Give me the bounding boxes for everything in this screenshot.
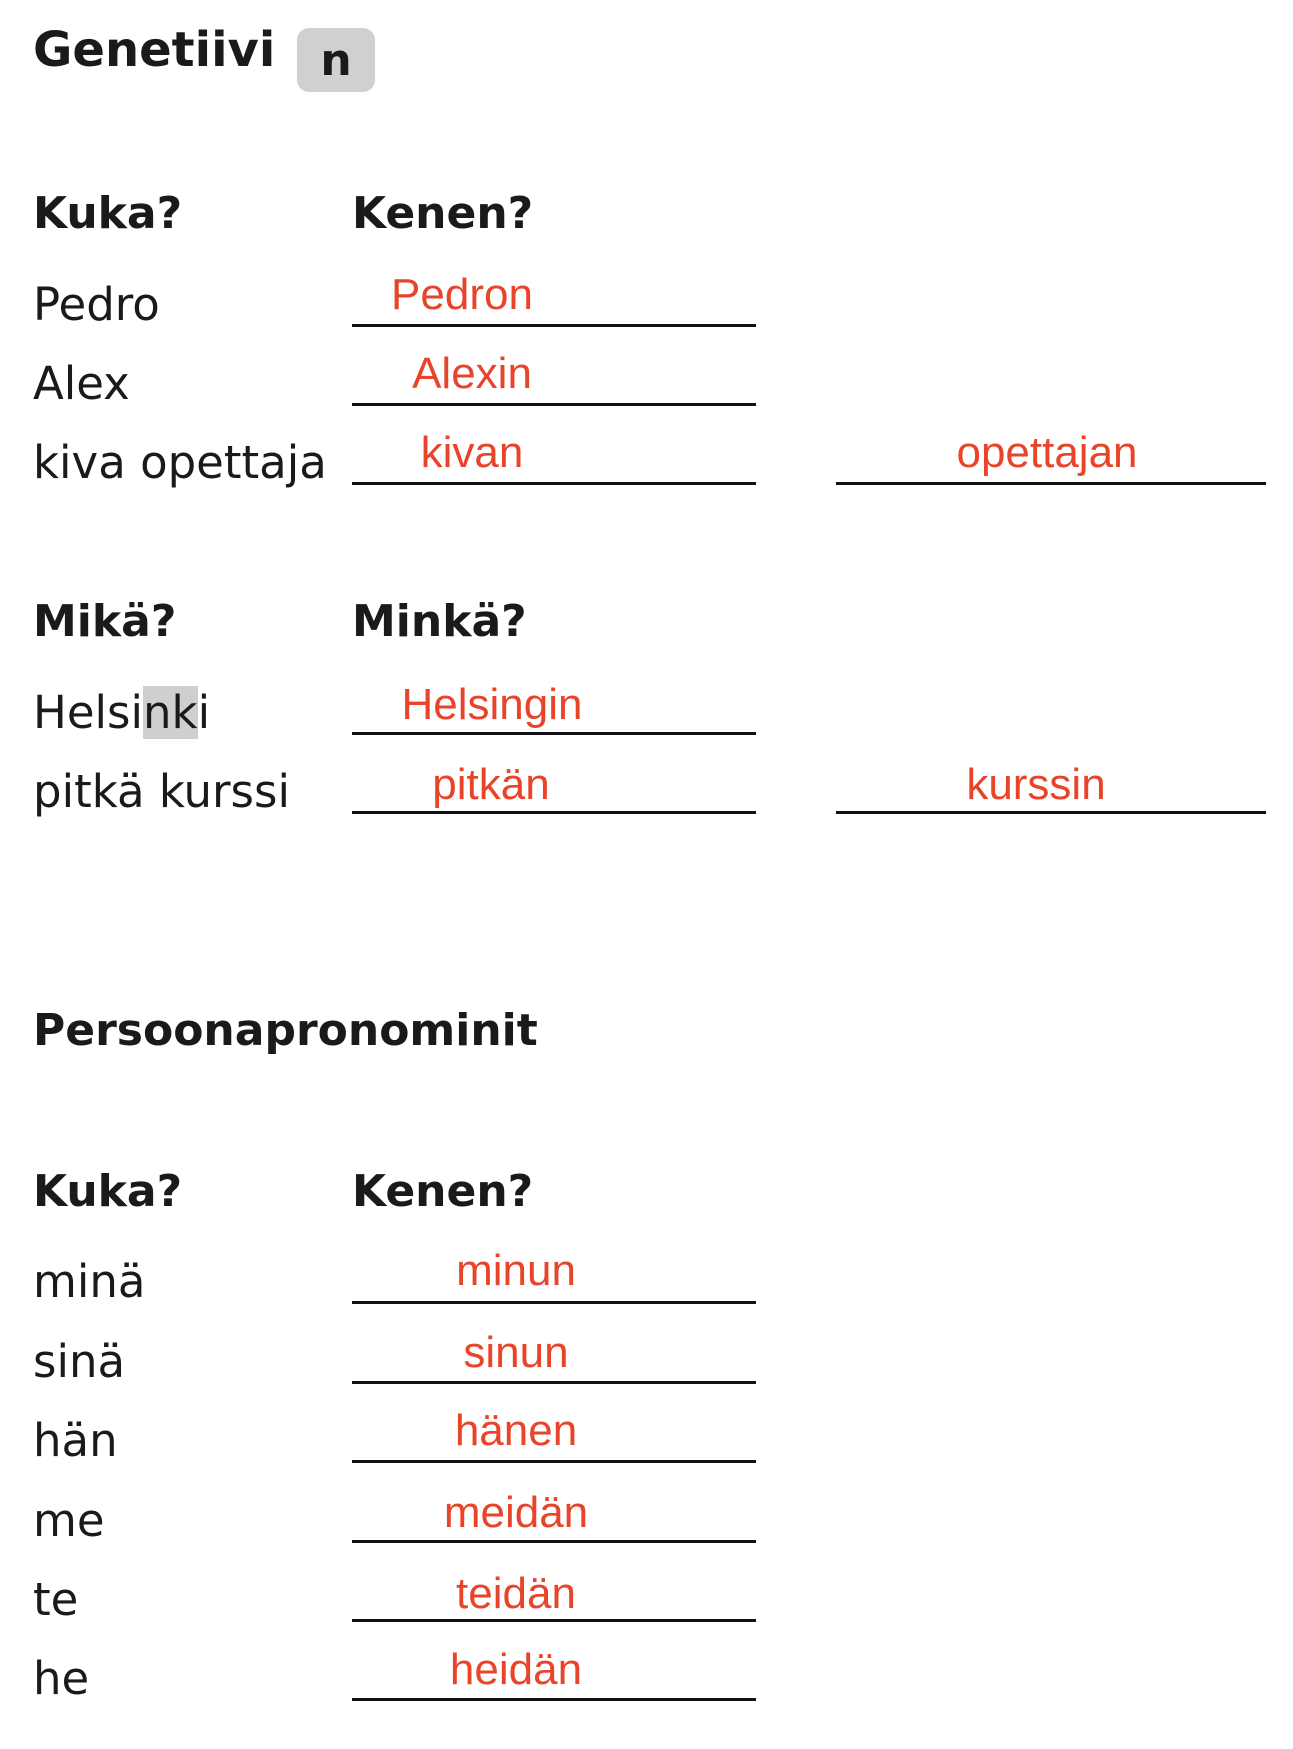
base-word: minä <box>33 1255 146 1308</box>
column-header-kenen: Kenen? <box>352 1166 534 1217</box>
answer-text: sinun <box>463 1328 569 1377</box>
base-word: me <box>33 1494 105 1547</box>
answer-text-2: kurssin <box>966 760 1106 809</box>
answer-blank-2[interactable] <box>836 811 1266 814</box>
answer-text: minun <box>456 1246 576 1295</box>
base-word-part: Helsi <box>33 686 143 739</box>
answer-text: Alexin <box>412 349 532 398</box>
base-word-part: i <box>197 686 211 739</box>
answer-blank[interactable] <box>352 482 756 485</box>
base-word: te <box>33 1573 79 1626</box>
column-header-mika: Mikä? <box>33 596 177 647</box>
answer-blank[interactable] <box>352 1381 756 1384</box>
base-word <box>33 686 210 739</box>
base-word: Alex <box>33 357 130 410</box>
answer-text: heidän <box>449 1645 583 1694</box>
answer-text: Pedron <box>391 270 533 319</box>
page-title: Genetiivi <box>33 22 276 78</box>
answer-text: hänen <box>454 1406 578 1455</box>
base-word: he <box>33 1652 90 1705</box>
base-word: Pedro <box>33 278 160 331</box>
answer-blank[interactable] <box>352 1460 756 1463</box>
base-word: kiva opettaja <box>33 436 327 489</box>
answer-blank[interactable] <box>352 811 756 814</box>
answer-blank[interactable] <box>352 1698 756 1701</box>
base-word: hän <box>33 1414 118 1467</box>
answer-blank[interactable] <box>352 1301 756 1304</box>
answer-blank[interactable] <box>352 403 756 406</box>
answer-blank-2[interactable] <box>836 482 1266 485</box>
base-word: sinä <box>33 1335 126 1388</box>
answer-blank[interactable] <box>352 1619 756 1622</box>
answer-blank[interactable] <box>352 1540 756 1543</box>
answer-text: pitkän <box>432 760 550 809</box>
answer-text: teidän <box>456 1569 576 1618</box>
section-heading: Persoonapronominit <box>33 1005 538 1056</box>
answer-text: kivan <box>420 428 524 477</box>
answer-text-2: opettajan <box>956 428 1138 477</box>
answer-text: Helsingin <box>401 680 583 729</box>
base-word: pitkä kurssi <box>33 765 290 818</box>
column-header-kuka: Kuka? <box>33 1166 183 1217</box>
answer-blank[interactable] <box>352 324 756 327</box>
ending-badge: n <box>297 28 375 92</box>
answer-text: meidän <box>443 1488 589 1537</box>
answer-blank[interactable] <box>352 732 756 735</box>
column-header-minka: Minkä? <box>352 596 527 647</box>
column-header-kuka: Kuka? <box>33 188 183 239</box>
column-header-kenen: Kenen? <box>352 188 534 239</box>
highlighted-stem-change: nk <box>142 686 198 739</box>
